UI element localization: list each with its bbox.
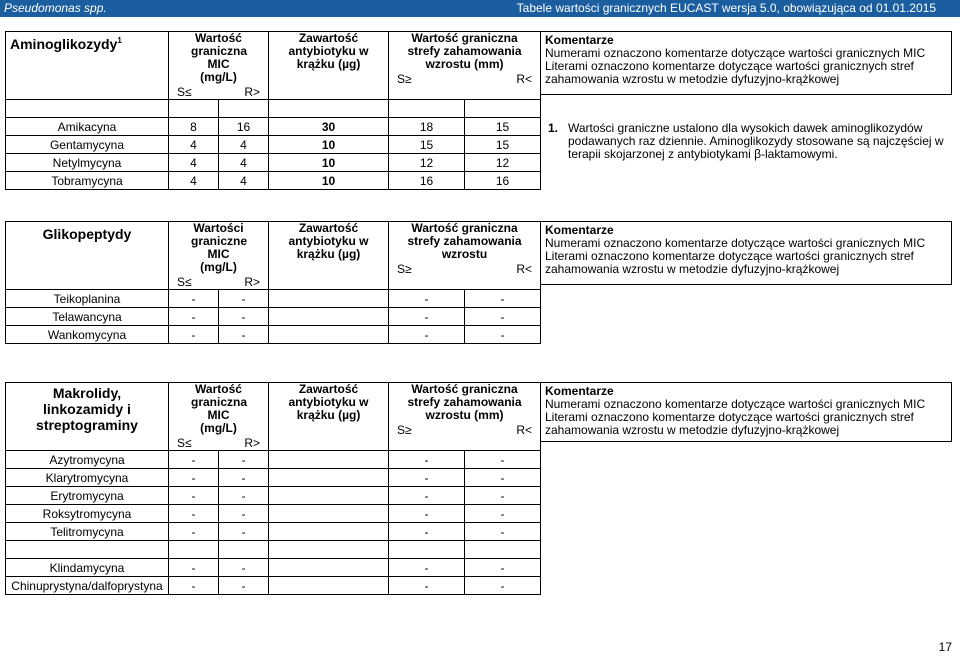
- table-title: Glikopeptydy: [6, 222, 169, 290]
- table-row: Amikacyna 8 16 30 18 15: [6, 118, 541, 136]
- comments-text: Numerami oznaczono komentarze dotyczące wartości granicznych MIC Literami oznaczono komentarze dotyczące wartości granicznych stref zahamowania wzrostu w metodzie dyfuzyjno-krążkowej: [545, 397, 926, 437]
- table-row: Chinuprystyna/dalfoprystyna - - - -: [6, 577, 541, 595]
- zone-header: Wartość graniczna strefy zahamowania wzrostu S≥ R<: [389, 222, 541, 290]
- table-row: Telawancyna - - - -: [6, 308, 541, 326]
- table-row: Netylmycyna 4 4 10 12 12: [6, 154, 541, 172]
- comments-box: [540, 31, 952, 95]
- disk-header: Zawartość antybiotyku w krążku (µg): [269, 383, 389, 451]
- aminoglycosides-table: [5, 31, 541, 190]
- comments-box: [540, 382, 952, 442]
- comments-text: Numerami oznaczono komentarze dotyczące wartości granicznych MIC Literami oznaczono komentarze dotyczące wartości granicznych stref zahamowania wzrostu w metodzie dyfuzyjno-krążkowej: [545, 46, 926, 86]
- macrolides-table: [5, 382, 541, 595]
- zone-header: Wartość graniczna strefy zahamowania wzrostu (mm) S≥ R<: [389, 32, 541, 100]
- glycopeptides-table: [5, 221, 541, 344]
- page-number: 17: [938, 640, 952, 654]
- table-row: Erytromycyna - - - -: [6, 487, 541, 505]
- mic-header: Wartość graniczna MIC (mg/L) S≤ R>: [169, 32, 269, 100]
- comments-title: Komentarze: [545, 223, 614, 237]
- table-row: Azytromycyna - - - -: [6, 451, 541, 469]
- disk-header: Zawartość antybiotyku w krążku (µg): [269, 32, 389, 100]
- header-organism: Pseudomonas spp.: [4, 1, 107, 15]
- table-row: Klarytromycyna - - - -: [6, 469, 541, 487]
- mic-header: Wartości graniczne MIC (mg/L) S≤ R>: [169, 222, 269, 290]
- comments-box: [540, 221, 952, 285]
- mic-header: Wartość graniczna MIC (mg/L) S≤ R>: [169, 383, 269, 451]
- table-title: Aminoglikozydy$^1$: [6, 32, 169, 100]
- table-row: Roksytromycyna - - - -: [6, 505, 541, 523]
- table-row: Tobramycyna 4 4 10 16 16: [6, 172, 541, 190]
- page-header: [0, 0, 960, 17]
- header-title: Tabele wartości granicznych EUCAST wersja 5.0, obowiązująca od 01.01.2015: [516, 1, 936, 15]
- table-row: Klindamycyna - - - -: [6, 559, 541, 577]
- table-row: Gentamycyna 4 4 10 15 15: [6, 136, 541, 154]
- table-row: Wankomycyna - - - -: [6, 326, 541, 344]
- table-row: Telitromycyna - - - -: [6, 523, 541, 541]
- comments-text: Numerami oznaczono komentarze dotyczące wartości granicznych MIC Literami oznaczono komentarze dotyczące wartości granicznych stref zahamowania wzrostu w metodzie dyfuzyjno-krążkowej: [545, 236, 926, 276]
- note-1: 1. Wartości graniczne ustalono dla wysokich dawek aminoglikozydów podawanych raz dziennie. Aminoglikozydy stosowane są najczęściej w terapii skojarzonej z antybiotykami β-laktamowymi.: [548, 121, 944, 161]
- table-row: Teikoplanina - - - -: [6, 290, 541, 308]
- zone-header: Wartość graniczna strefy zahamowania wzrostu (mm) S≥ R<: [389, 383, 541, 451]
- comments-title: Komentarze: [545, 33, 614, 47]
- table-title: Makrolidy, linkozamidy i streptograminy: [6, 383, 169, 451]
- comments-title: Komentarze: [545, 384, 614, 398]
- disk-header: Zawartość antybiotyku w krążku (µg): [269, 222, 389, 290]
